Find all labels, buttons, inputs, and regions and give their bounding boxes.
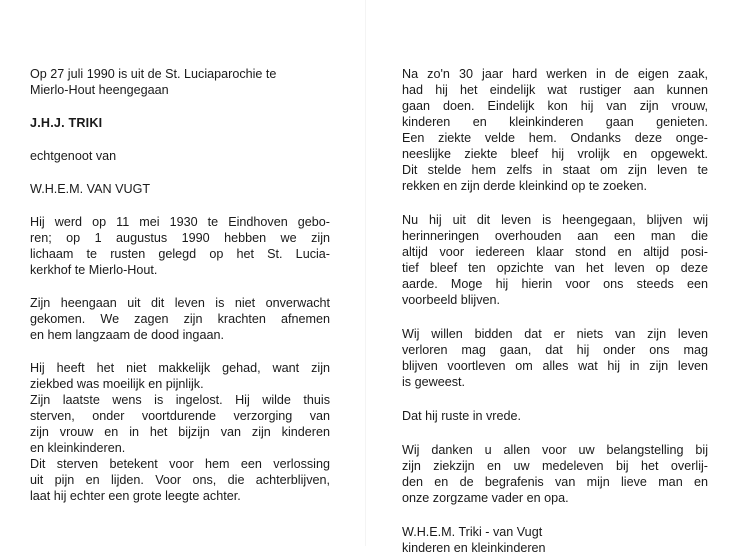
- text-line: gekomen. We zagen zijn krachten afnemen: [30, 312, 330, 326]
- text-line: Dit sterven betekent voor hem een verlossing: [30, 457, 330, 471]
- spouse-intro: echtgenoot van: [30, 149, 117, 163]
- text-line: Wij willen bidden dat er niets van zijn leven: [402, 327, 708, 341]
- text-line: zijn vrouw en in het bijzijn van zijn kinderen: [30, 425, 330, 439]
- text-line: Een ziekte velde hem. Ondanks deze onge-: [402, 131, 708, 145]
- text-line: Nu hij uit dit leven is heengegaan, blijven wij: [402, 213, 708, 227]
- text-line: Hij heeft het niet makkelijk gehad, want zijn: [30, 361, 330, 375]
- text-line: en hem langzaam de dood ingaan.: [30, 328, 224, 342]
- spouse-name: W.H.E.M. VAN VUGT: [30, 182, 151, 196]
- text-line: Na zo'n 30 jaar hard werken in de eigen zaak,: [402, 67, 708, 81]
- right-column: [402, 66, 708, 556]
- illness-paragraph: [30, 360, 330, 504]
- text-line: rekken en zijn derde kleinkind op te zoeken.: [402, 179, 648, 193]
- prayer-paragraph: [402, 326, 708, 390]
- text-line: en kleinkinderen.: [30, 441, 126, 455]
- thanks-paragraph: [402, 442, 708, 506]
- text-line: herinneringen overhouden aan een man die: [402, 229, 708, 243]
- deceased-name: J.H.J. TRIKI: [30, 116, 103, 130]
- text-line: neeslijke ziekte bleef hij vrolijk en opgewekt.: [402, 147, 708, 161]
- text-line: voorbeeld blijven.: [402, 293, 501, 307]
- signature: [402, 524, 708, 556]
- text-line: aarde. Moge hij hierin voor ons steeds een: [402, 277, 708, 291]
- text-line: zijn ziekzijn en uw medeleven bij het overlij-: [402, 459, 708, 473]
- text-line: kinderen en kleinkinderen gaan genieten.: [402, 115, 708, 129]
- text-line: lichaam te rusten gelegd op het St. Lucia-: [30, 247, 330, 261]
- left-column: [30, 66, 330, 504]
- text-line: Zijn heengaan uit dit leven is niet onverwacht: [30, 296, 330, 310]
- intro-paragraph: [30, 66, 330, 98]
- text-line: had hij het eindelijk wat rustiger aan kunnen: [402, 83, 708, 97]
- decline-paragraph: [30, 295, 330, 343]
- text-line: sterven, onder voortdurende verzorging van: [30, 409, 330, 423]
- text-line: laat hij echter een grote leegte achter.: [30, 489, 241, 503]
- text-line: altijd voor iedereen klaar stond en altijd posi-: [402, 245, 708, 259]
- text-line: uit pijn en lijden. Voor ons, die achterblijven,: [30, 473, 330, 487]
- signature-family: kinderen en kleinkinderen: [402, 541, 546, 555]
- text-line: kerkhof te Mierlo-Hout.: [30, 263, 158, 277]
- text-line: Mierlo-Hout heengegaan: [30, 83, 169, 97]
- text-line: blijven voortleven om alles wat hij in zijn leven: [402, 359, 708, 373]
- text-line: Dit stelde hem zelfs in staat om zijn leven te: [402, 163, 708, 177]
- text-line: Wij danken u allen voor uw belangstelling bij: [402, 443, 708, 457]
- text-line: gaan doen. Eindelijk kon hij van zijn vrouw,: [402, 99, 708, 113]
- text-line: ren; op 1 augustus 1990 hebben we zijn: [30, 231, 330, 245]
- text-line: onze zorgzame vader en opa.: [402, 491, 569, 505]
- rest-in-peace: Dat hij ruste in vrede.: [402, 409, 521, 423]
- card-fold-line: [365, 0, 366, 546]
- memories-paragraph: [402, 212, 708, 308]
- text-line: verloren mag gaan, dat hij onder ons mag: [402, 343, 708, 357]
- text-line: Zijn laatste wens is ingelost. Hij wilde thuis: [30, 393, 330, 407]
- text-line: tief bleef ten opzichte van het leven op deze: [402, 261, 708, 275]
- text-line: ziekbed was moeilijk en pijnlijk.: [30, 377, 204, 391]
- text-line: is geweest.: [402, 375, 465, 389]
- work-life-paragraph: [402, 66, 708, 194]
- text-line: den en de begrafenis van mijn lieve man en: [402, 475, 708, 489]
- signature-name: W.H.E.M. Triki - van Vugt: [402, 525, 543, 539]
- text-line: Hij werd op 11 mei 1930 te Eindhoven gebo-: [30, 215, 330, 229]
- birth-burial-paragraph: [30, 214, 330, 278]
- text-line: Op 27 juli 1990 is uit de St. Luciaparochie te: [30, 67, 277, 81]
